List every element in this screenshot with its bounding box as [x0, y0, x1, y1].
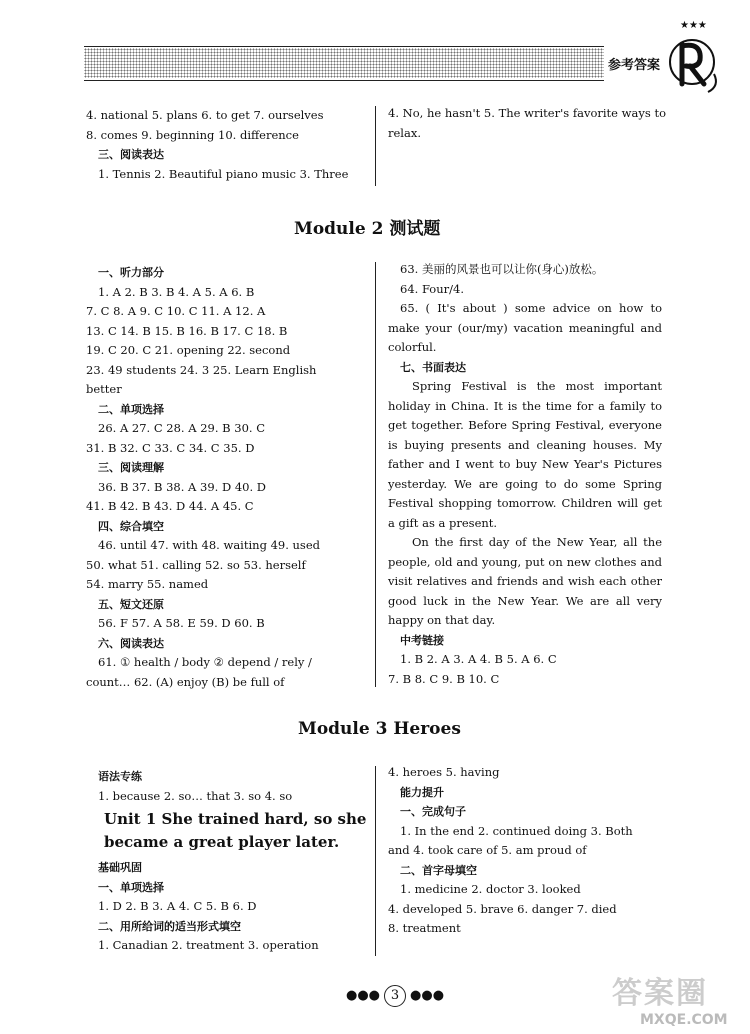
section-heading: 二、单项选择: [98, 402, 164, 416]
essay-paragraph: Spring Festival is the most important holiday in China. It is the time for a family to get together. Before Spring Festival, everyone is buying presents and cleaning houses. My father and I went to buy New Year's Pictures yesterday. We are going to do some Spring Festival shopping tomorrow. Children will get a gift as a present.: [388, 379, 662, 530]
svg-text:★★★: ★★★: [680, 20, 707, 31]
section-heading: 五、短文还原: [98, 597, 164, 611]
answer-line: and 4. took care of 5. am proud of: [388, 843, 587, 857]
header-logo-icon: [660, 14, 732, 100]
section-heading: 三、阅读表达: [98, 148, 164, 161]
section-heading: 六、阅读表达: [98, 636, 164, 650]
answer-line: 36. B 37. B 38. A 39. D 40. D: [98, 479, 266, 494]
column-divider: [375, 766, 376, 956]
answer-line: 23. 49 students 24. 3 25. Learn English: [86, 362, 317, 377]
module-2-title: Module 2 测试题: [294, 219, 441, 239]
answer-line: 13. C 14. B 15. B 16. B 17. C 18. B: [86, 323, 288, 338]
header-rule-bottom: [84, 80, 604, 81]
top-left-column: [86, 106, 366, 184]
answer-line: 4. national 5. plans 6. to get 7. ourselves: [86, 108, 324, 122]
module-3-title: Module 3 Heroes: [298, 719, 461, 739]
module-3-left-lower: [86, 858, 368, 956]
page-number: [346, 985, 444, 1007]
answer-line: 54. marry 55. named: [86, 577, 209, 591]
section-heading: 一、完成句子: [400, 805, 466, 818]
answer-line: 1. Canadian 2. treatment 3. operation: [98, 938, 319, 952]
watermark: 答案圈: [612, 976, 708, 1011]
answer-line: count… 62. (A) enjoy (B) be full of: [86, 674, 285, 689]
module-3-right-column: [388, 763, 666, 939]
section-heading: 三、阅读理解: [98, 461, 164, 474]
section-heading: 二、首字母填空: [400, 863, 477, 877]
answer-line: 1. B 2. A 3. A 4. B 5. A 6. C: [400, 652, 557, 666]
dots-icon: ●●●: [346, 988, 381, 1003]
answer-line: 4. No, he hasn't 5. The writer's favorite ways to relax.: [388, 106, 666, 140]
answer-line: 31. B 32. C 33. C 34. C 35. D: [86, 440, 255, 455]
section-heading: 一、听力部分: [98, 266, 164, 279]
section-heading: 基础巩固: [98, 861, 142, 874]
answer-line: 7. B 8. C 9. B 10. C: [388, 671, 500, 686]
section-heading: 二、用所给词的适当形式填空: [98, 919, 241, 933]
answer-line: 19. C 20. C 21. opening 22. second: [86, 343, 291, 357]
column-divider: [375, 106, 376, 186]
module-2-right-column: [388, 260, 662, 689]
header-rule-top: [84, 46, 604, 47]
answer-line: 56. F 57. A 58. E 59. D 60. B: [98, 616, 265, 630]
answer-line: 65. ( It's about ) some advice on how to make your (our/my) vacation meaningful and colorful.: [388, 301, 662, 354]
answer-line: 1. D 2. B 3. A 4. C 5. B 6. D: [98, 899, 257, 913]
column-divider: [375, 262, 376, 687]
section-heading: 七、书面表达: [400, 360, 466, 374]
module-2-left-column: [86, 263, 366, 692]
page-number-value: 3: [384, 985, 406, 1007]
answer-line: 26. A 27. C 28. A 29. B 30. C: [98, 421, 266, 435]
answer-line: 41. B 42. B 43. D 44. A 45. C: [86, 499, 254, 513]
answer-line: 8. treatment: [388, 921, 461, 935]
watermark-url: MXQE.COM: [640, 1012, 728, 1028]
answer-line: better: [86, 382, 122, 396]
answer-line: 50. what 51. calling 52. so 53. herself: [86, 557, 306, 572]
answer-line: 61. ① health / body ② depend / rely /: [98, 655, 312, 669]
section-heading: 中考链接: [400, 633, 444, 647]
header-dotted-band: [84, 48, 604, 78]
answer-line: 8. comes 9. beginning 10. difference: [86, 127, 299, 142]
section-heading: 一、单项选择: [98, 880, 164, 894]
module-3-left-column: [86, 767, 368, 806]
answer-line: 7. C 8. A 9. C 10. C 11. A 12. A: [86, 304, 266, 318]
answer-line: 4. heroes 5. having: [388, 765, 500, 779]
answer-line: 46. until 47. with 48. waiting 49. used: [98, 538, 321, 552]
top-right-column: [388, 104, 666, 143]
answer-line: 1. In the end 2. continued doing 3. Both: [400, 823, 633, 838]
section-heading: 语法专练: [98, 770, 142, 783]
answer-line: 64. Four/4.: [400, 281, 464, 296]
answer-line: 4. developed 5. brave 6. danger 7. died: [388, 901, 617, 916]
answer-line: 1. because 2. so… that 3. so 4. so: [98, 788, 293, 803]
header-label: 参考答案: [608, 58, 661, 73]
answer-line: 1. A 2. B 3. B 4. A 5. A 6. B: [98, 284, 255, 299]
answer-line: 1. medicine 2. doctor 3. looked: [400, 882, 581, 896]
answer-line: 1. Tennis 2. Beautiful piano music 3. Three: [98, 166, 349, 181]
section-heading: 四、综合填空: [98, 519, 164, 533]
dots-icon: ●●●: [410, 988, 445, 1003]
section-heading: 能力提升: [400, 785, 444, 799]
unit-title: Unit 1 She trained hard, so she became a great player later.: [104, 810, 367, 851]
essay-paragraph: On the first day of the New Year, all the people, old and young, put on new clothes and visit relatives and friends and wish each other good luck in the New Year. We are all very happy on that day.: [388, 535, 662, 627]
answer-line: 63. 美丽的风景也可以让你(身心)放松。: [400, 262, 604, 276]
